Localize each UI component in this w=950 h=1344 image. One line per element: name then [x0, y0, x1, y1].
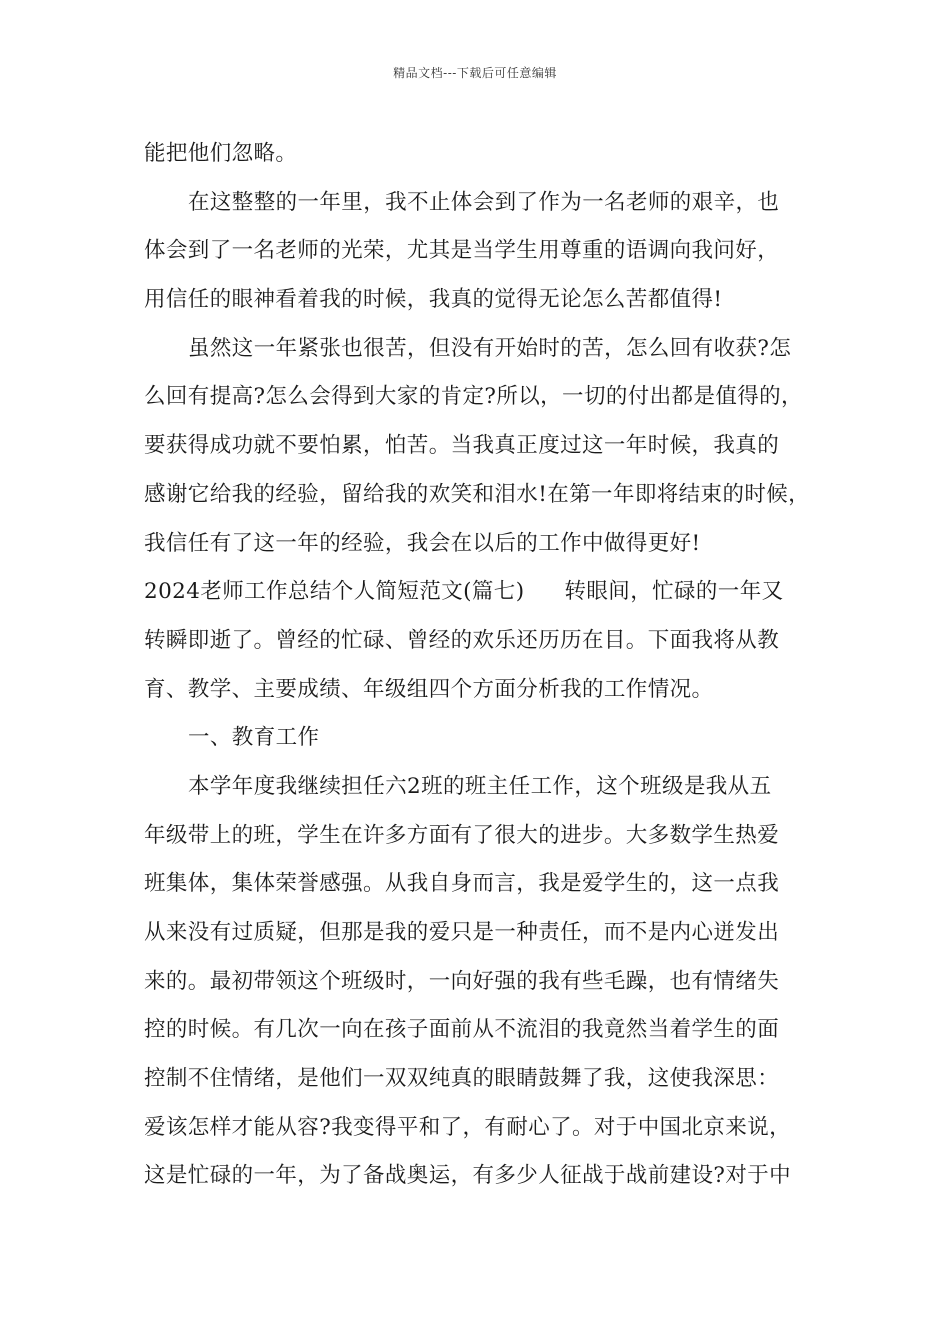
- text-line: 从来没有过质疑，但那是我的爱只是一种责任，而不是内心迸发出: [144, 920, 780, 945]
- text-line: 控的时候。有几次一向在孩子面前从不流泪的我竟然当着学生的面: [144, 1017, 780, 1043]
- text-line: 育、教学、主要成绩、年级组四个方面分析我的工作情况。: [144, 676, 714, 702]
- text-line: 能把他们忽略。: [144, 141, 298, 166]
- text-line: 在这整整的一年里，我不止体会到了作为一名老师的艰辛，也: [188, 189, 780, 215]
- subheading-education: 一、教育工作: [188, 725, 320, 751]
- text-line: 要获得成功就不要怕累，怕苦。当我真正度过这一年时候，我真的: [144, 433, 780, 459]
- text-line: 体会到了一名老师的光荣，尤其是当学生用尊重的语调向我问好，: [144, 238, 780, 264]
- text-line: 我信任有了这一年的经验，我会在以后的工作中做得更好!: [144, 530, 701, 556]
- page-header: 精品文档---下载后可任意编辑: [393, 66, 557, 80]
- text-line: 本学年度我继续担任六2班的班主任工作，这个班级是我从五: [188, 773, 772, 799]
- document-body: [144, 130, 816, 1201]
- text-line: 班集体，集体荣誉感强。从我自身而言，我是爱学生的，这一点我: [144, 871, 780, 897]
- section-title-line: [144, 568, 816, 617]
- text-line: 用信任的眼神看着我的时候，我真的觉得无论怎么苦都值得!: [144, 287, 723, 313]
- text-line: 年级带上的班，学生在许多方面有了很大的进步。大多数学生热爱: [144, 822, 780, 848]
- text-line: 爱该怎样才能从容?我变得平和了，有耐心了。对于中国北京来说，: [144, 1114, 792, 1140]
- text-line: 感谢它给我的经验，留给我的欢笑和泪水!在第一年即将结束的时候，: [144, 481, 811, 507]
- section-title: 2024老师工作总结个人简短范文(篇七): [144, 579, 525, 605]
- text-line: 来的。最初带领这个班级时，一向好强的我有些毛躁，也有情绪失: [144, 968, 780, 994]
- section-title-continuation: 转眼间，忙碌的一年又: [564, 579, 784, 605]
- text-line: 虽然这一年紧张也很苦，但没有开始时的苦，怎么回有收获?怎: [188, 335, 792, 361]
- text-line: 转瞬即逝了。曾经的忙碌、曾经的欢乐还历历在目。下面我将从教: [144, 627, 780, 653]
- text-line: 这是忙碌的一年，为了备战奥运，有多少人征战于战前建设?对于中: [144, 1163, 792, 1189]
- text-line: 控制不住情绪，是他们一双双纯真的眼睛鼓舞了我，这使我深思：: [144, 1066, 780, 1092]
- text-line: 么回有提高?怎么会得到大家的肯定?所以，一切的付出都是值得的，: [144, 384, 803, 410]
